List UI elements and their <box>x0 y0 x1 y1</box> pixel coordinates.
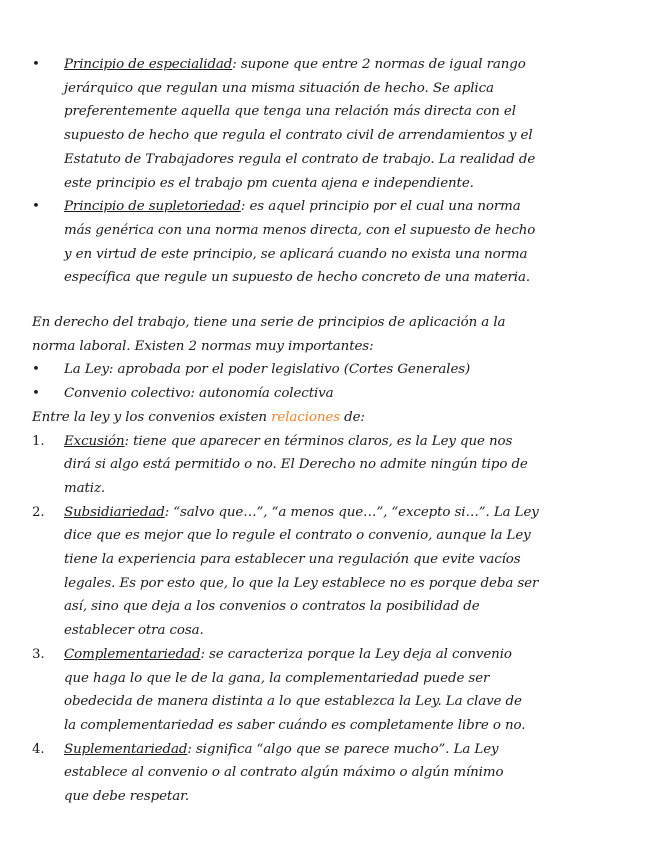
list-item-suplementariedad <box>0 738 656 809</box>
text-line: establece al convenio o al contrato algún máximo o algún mínimo <box>64 765 504 781</box>
list-item-convenio <box>0 382 656 406</box>
text-line: legales. Es por esto que, lo que la Ley establece no es porque deba ser <box>64 575 539 591</box>
text-line: Estatuto de Trabajadores regula el contrato de trabajo. La realidad de <box>64 151 536 167</box>
text-line: así, sino que deja a los convenios o contratos la posibilidad de <box>64 599 480 615</box>
list-item-subsidiariedad <box>0 501 656 643</box>
text-fragment: Entre la ley y los convenios existen <box>32 409 272 425</box>
number-marker: 4. <box>32 741 45 757</box>
text-line: : “salvo que…”, “a menos que…”, “excepto si…”. La Ley <box>164 504 539 520</box>
norma-text: La Ley: aprobada por el poder legislativo (Cortes Generales) <box>64 362 471 378</box>
norma-text: Convenio colectivo: autonomía colectiva <box>64 386 334 402</box>
text-line: específica que regule un supuesto de hecho concreto de una materia. <box>64 270 531 286</box>
number-marker: 3. <box>32 646 45 662</box>
relaciones-highlight: relaciones <box>271 409 340 425</box>
text-line: tiene la experiencia para establecer una regulación que evite vacíos <box>64 552 521 568</box>
text-line: matiz. <box>64 480 106 496</box>
text-line: : tiene que aparecer en términos claros, es la Ley que nos <box>124 433 513 449</box>
number-marker: 1. <box>32 433 45 449</box>
text-line: : significa “algo que se parece mucho”. La Ley <box>187 741 499 757</box>
labor-law-section <box>0 311 656 809</box>
intro-paragraph <box>0 311 656 358</box>
term-complementariedad: Complementariedad <box>64 646 201 662</box>
text-line: norma laboral. Existen 2 normas muy importantes: <box>32 338 374 354</box>
text-line: que debe respetar. <box>64 789 190 805</box>
bullet-marker: • <box>32 57 40 72</box>
text-line: : se caracteriza porque la Ley deja al convenio <box>200 646 512 662</box>
list-item-ley <box>0 358 656 382</box>
text-line: En derecho del trabajo, tiene una serie de principios de aplicación a la <box>32 315 506 330</box>
text-line: y en virtud de este principio, se aplicará cuando no exista una norma <box>64 246 528 262</box>
text-line: preferentemente aquella que tenga una relación más directa con el <box>64 104 516 120</box>
list-item-especialidad <box>0 53 656 195</box>
list-item-excusion <box>0 430 656 501</box>
text-line: establecer otra cosa. <box>64 623 204 639</box>
bullet-marker: • <box>32 386 40 402</box>
term-subsidiariedad: Subsidiariedad <box>64 504 165 520</box>
bullet-marker: • <box>32 199 40 215</box>
principles-section <box>0 53 656 290</box>
relaciones-list <box>0 430 656 809</box>
text-line: dirá si algo está permitido o no. El Derecho no admite ningún tipo de <box>64 457 528 473</box>
text-line: supuesto de hecho que regula el contrato civil de arrendamientos y el <box>64 128 533 144</box>
term-excusion: Excusión <box>64 433 125 449</box>
text-fragment: de: <box>339 409 365 425</box>
number-marker: 2. <box>32 504 45 520</box>
text-line: más genérica con una norma menos directa, con el supuesto de hecho <box>64 222 536 238</box>
text-line: la complementariedad es saber cuándo es completamente libre o no. <box>64 717 526 733</box>
principles-list <box>0 53 656 290</box>
text-line: dice que es mejor que lo regule el contrato o convenio, aunque la Ley <box>64 528 531 544</box>
text-line: obedecida de manera distinta a lo que establezca la Ley. La clave de <box>64 694 522 710</box>
text-line: : es aquel principio por el cual una norma <box>240 199 521 215</box>
list-item-supletoriedad <box>0 195 656 290</box>
term-supletoriedad: Principio de supletoriedad <box>64 199 241 215</box>
text-line: este principio es el trabajo pm cuenta ajena e independiente. <box>64 175 474 191</box>
text-line: jerárquico que regulan una misma situación de hecho. Se aplica <box>64 80 494 96</box>
term-suplementariedad: Suplementariedad <box>64 741 188 757</box>
normas-list <box>0 358 656 405</box>
term-especialidad: Principio de especialidad <box>64 57 233 72</box>
text-line: : supone que entre 2 normas de igual rango <box>232 57 526 72</box>
bullet-marker: • <box>32 362 40 378</box>
relaciones-intro <box>0 406 656 430</box>
text-line: que haga lo que le de la gana, la complementariedad puede ser <box>64 670 490 686</box>
list-item-complementariedad <box>0 643 656 738</box>
